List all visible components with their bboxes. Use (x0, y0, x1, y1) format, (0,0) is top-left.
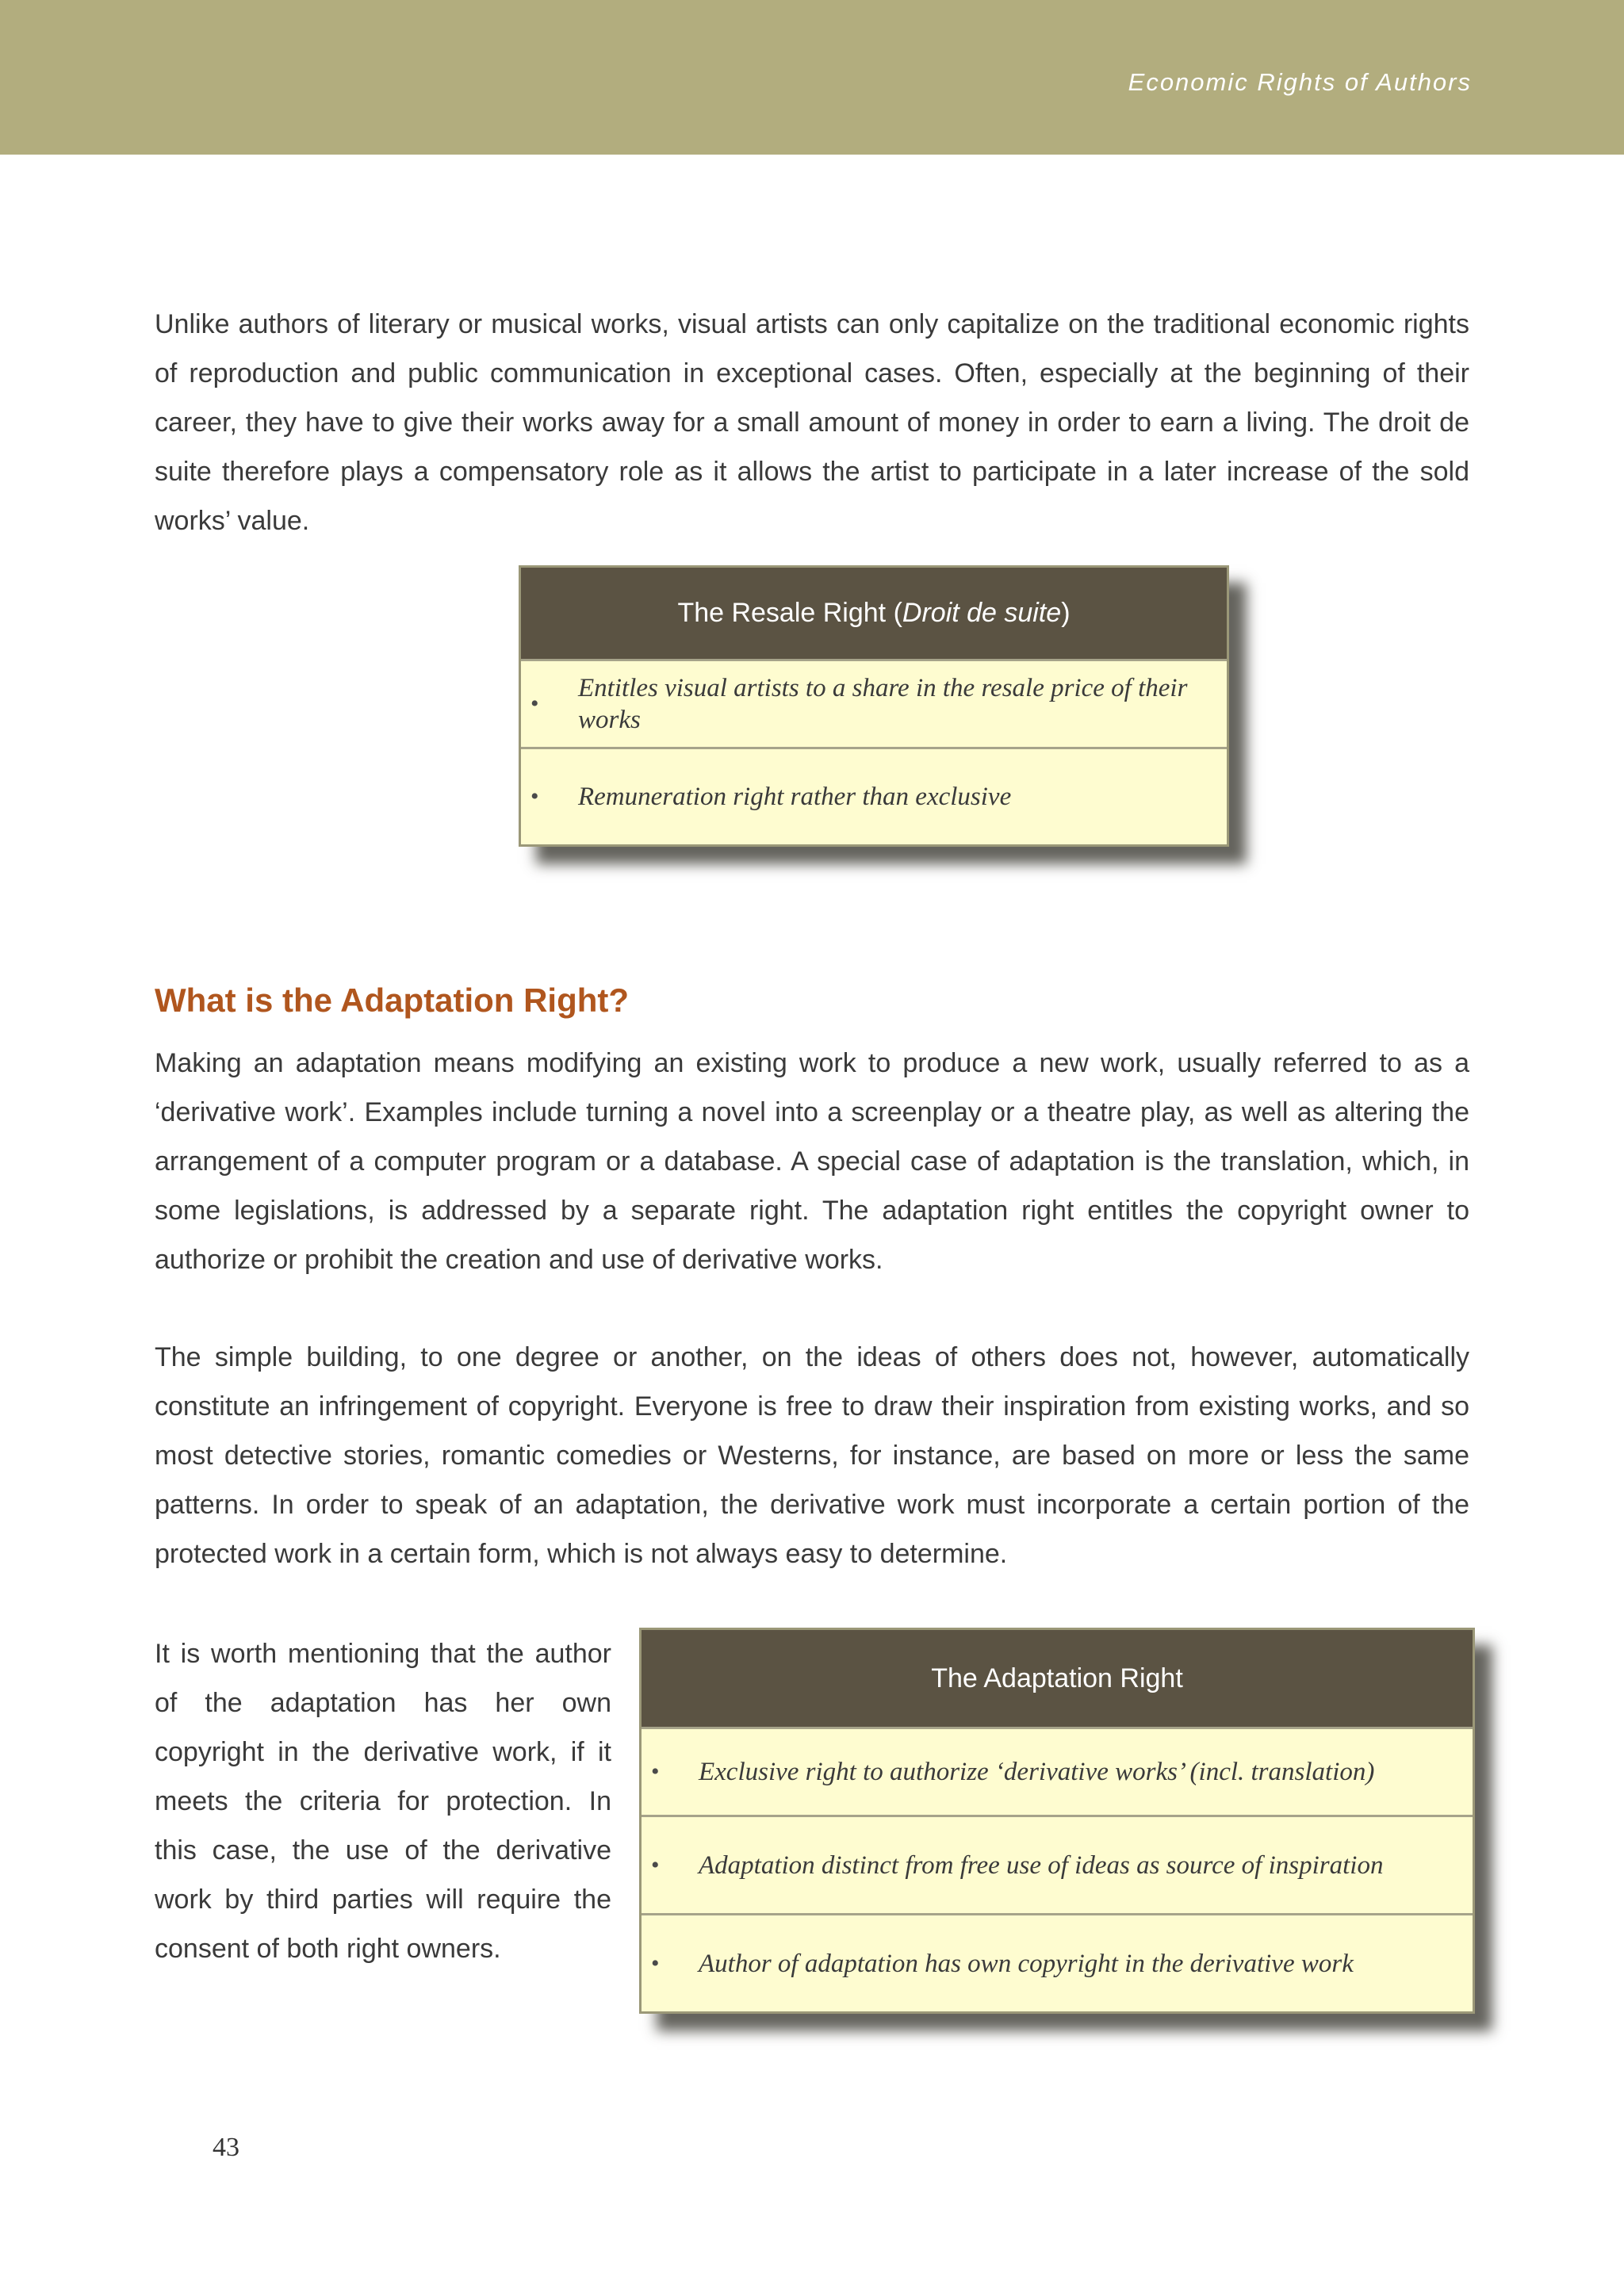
resale-right-box (519, 565, 1229, 847)
resale-right-item (521, 659, 1227, 747)
adaptation-paragraph-3: It is worth mentioning that the author of the adaptation has her own copyright in the derivative work, if it meets the criteria for protection. In this case, the use of the derivative work by third parties will require the consent of both right owners. (155, 1639, 611, 1964)
adaptation-right-item-text: Author of adaptation has own copyright in the derivative work (699, 1949, 1354, 1978)
section-heading: What is the Adaptation Right? (155, 982, 630, 1019)
resale-right-box-title: The Resale Right (Droit de suite) (521, 568, 1227, 659)
bullet-icon: • (530, 691, 539, 717)
bullet-icon: • (651, 1758, 660, 1785)
page-number: 43 (213, 2133, 239, 2162)
header-band (0, 0, 1624, 155)
adaptation-paragraph-1: Making an adaptation means modifying an existing work to produce a new work, usually referred to as a ‘derivative work’. Examples include turning a novel into a screenplay or a theatre play, as well as altering the arrangement of a computer program or a database. A special case of adaptation is the translation, which, in some legislations, is addressed by a separate right. The adaptation right entitles the copyright owner to authorize or prohibit the creation and use of derivative works. (155, 1048, 1469, 1275)
bullet-icon: • (651, 1950, 660, 1976)
resale-right-item-text: Entitles visual artists to a share in the resale price of their works (578, 674, 1188, 734)
adaptation-right-item (642, 1727, 1473, 1815)
adaptation-right-item (642, 1815, 1473, 1913)
adaptation-right-item-text: Exclusive right to authorize ‘derivative works’ (incl. translation) (699, 1758, 1375, 1786)
adaptation-right-item-text: Adaptation distinct from free use of ideas as source of inspiration (699, 1850, 1384, 1880)
resale-right-title-italic: Droit de suite (902, 598, 1062, 628)
bullet-icon: • (651, 1851, 660, 1878)
intro-paragraph: Unlike authors of literary or musical works, visual artists can only capitalize on the traditional economic rights of reproduction and public communication in exceptional cases. Often, especially at the beginning of their career, they have to give their works away for a small amount of money in order to earn a living. The droit de suite therefore plays a compensatory role as it allows the artist to participate in a later increase of the sold works’ value. (155, 309, 1469, 536)
running-title: Economic Rights of Authors (1128, 68, 1472, 96)
resale-right-item (521, 747, 1227, 844)
adaptation-right-item (642, 1913, 1473, 2011)
adaptation-right-box (639, 1628, 1475, 2014)
resale-right-item-text: Remuneration right rather than exclusive (578, 783, 1012, 811)
bullet-icon: • (530, 783, 539, 809)
adaptation-right-box-title: The Adaptation Right (642, 1630, 1473, 1727)
adaptation-paragraph-2: The simple building, to one degree or another, on the ideas of others does not, however, automatically constitute an infringement of copyright. Everyone is free to draw their inspiration from existing works, and so most detective stories, romantic comedies or Westerns, for instance, are based on more or less the same patterns. In order to speak of an adaptation, the derivative work must incorporate a certain portion of the protected work in a certain form, which is not always easy to determine. (155, 1342, 1469, 1569)
